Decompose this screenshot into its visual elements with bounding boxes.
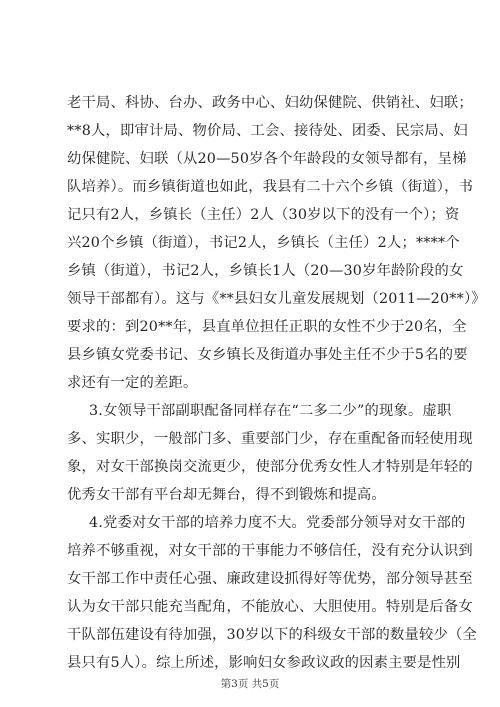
- body-text-line: 兴20个乡镇（街道），书记2人，乡镇长（主任）2人；****个: [67, 235, 460, 251]
- body-text-line: 要求的：到20**年，县直单位担任正职的女性不少于20名，全: [67, 319, 467, 335]
- body-text-line: 队培养）。而乡镇街道也如此，我县有二十六个乡镇（街道），书: [67, 179, 474, 195]
- body-text-line: 县乡镇女党委书记、女乡镇长及街道办事处主任不少于5名的要: [67, 347, 468, 363]
- body-text-line: 记只有2人，乡镇长（主任）2人（30岁以下的没有一个）；资: [67, 207, 460, 223]
- section-4-heading-line: 4.党委对女干部的培养力度不大。党委部分领导对女干部的: [89, 515, 466, 531]
- body-text-line: 象，对女干部换岗交流更少，使部分优秀女性人才特别是年轻的: [67, 459, 473, 475]
- body-text-line: 多、实职少，一般部门多、重要部门少，存在重配备而轻使用现: [67, 431, 473, 447]
- body-text-line: 老干局、科协、台办、政务中心、妇幼保健院、供销社、妇联；: [67, 95, 473, 111]
- body-text-line: 培养不够重视，对女干部的干事能力不够信任，没有充分认识到: [67, 543, 473, 559]
- body-text-line: 女干部工作中责任心强、廉政建设抓得好等优势，部分领导甚至: [67, 571, 473, 587]
- body-text-line: 优秀女干部有平台却无舞台，得不到锻炼和提高。: [67, 487, 386, 503]
- body-text-line: 干队部伍建设有待加强，30岁以下的科级女干部的数量较少（全: [67, 627, 478, 643]
- body-text-line: 县只有5人）。综上所述，影响妇女参政议政的因素主要是性别: [67, 655, 461, 671]
- body-text-line: 求还有一定的差距。: [67, 375, 198, 391]
- body-text-line: 认为女干部只能充当配角，不能放心、大胆使用。特别是后备女: [67, 599, 473, 615]
- body-text-line: 幼保健院、妇联（从20—50岁各个年龄段的女领导都有，呈梯: [67, 151, 467, 167]
- section-3-heading-line: 3.女领导干部副职配备同样存在“二多二少”的现象。虚职: [89, 403, 452, 419]
- body-text-line: 乡镇（街道），书记2人，乡镇长1人（20—30岁年龄阶段的女: [67, 263, 464, 279]
- body-text-line: 领导干部都有）。这与《**县妇女儿童发展规划（2011—20**）》: [67, 291, 486, 307]
- page-footer: 第3页 共5页: [220, 678, 280, 690]
- body-text-line: **8人，即审计局、物价局、工会、接待处、团委、民宗局、妇: [67, 123, 468, 139]
